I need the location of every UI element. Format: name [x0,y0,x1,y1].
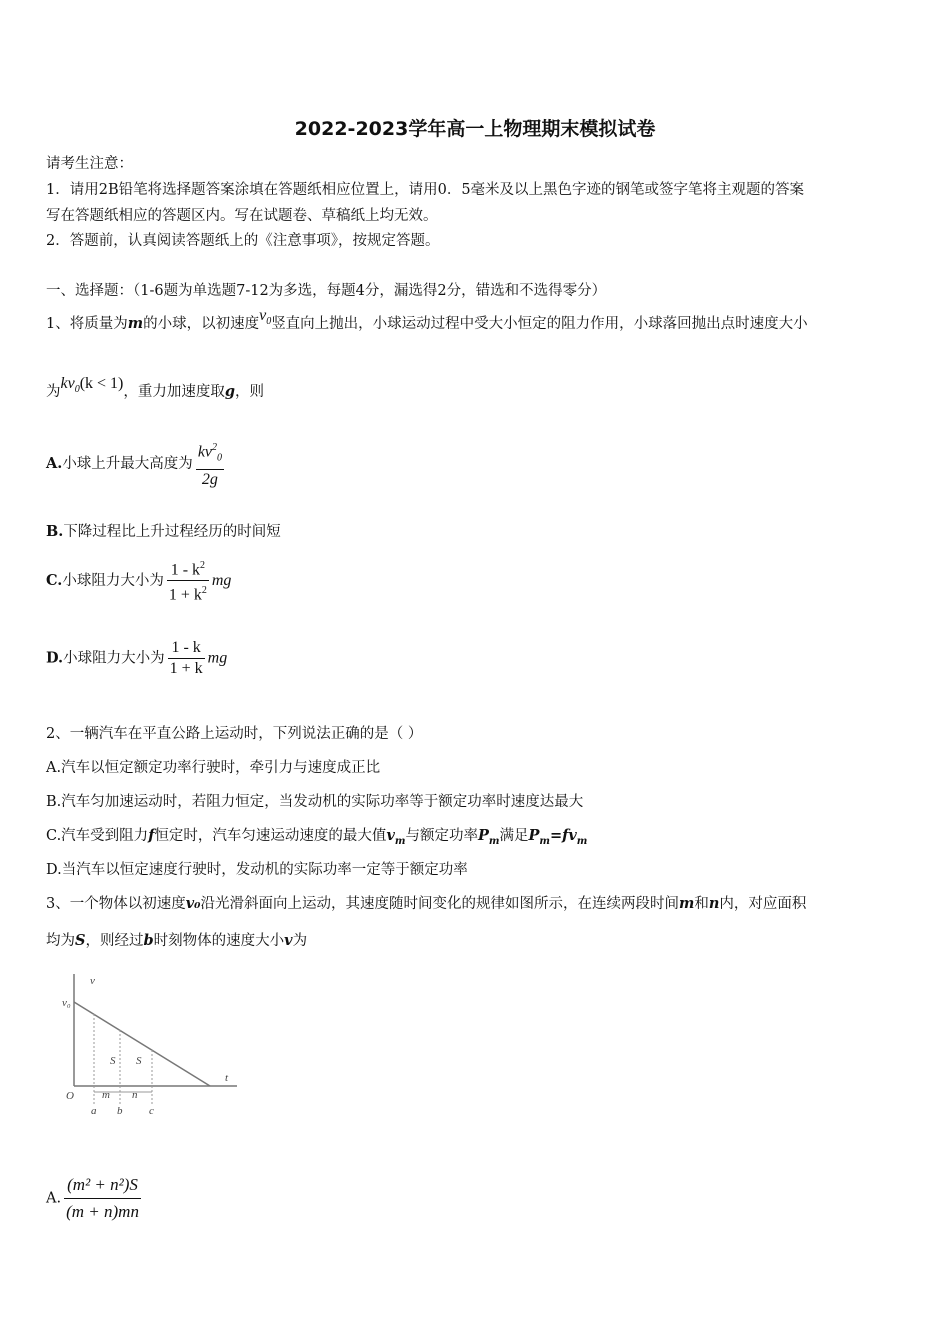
q3-stem-line2: 均为S，则经过b时刻物体的速度大小v为 [46,932,308,949]
q3-option-a[interactable]: A. $\frac{\text{(m² + n²)S}}{(m + n)mn}$ [46,1172,144,1225]
area2-label: S [136,1055,142,1067]
q1-option-c[interactable]: C.小球阻力大小为 $\frac{1 - k^2}{1 + k^2}$ mg [46,556,231,606]
q2-option-a[interactable]: A.汽车以恒定额定功率行驶时，牵引力与速度成正比 [46,760,381,776]
q2-stem: 2、一辆汽车在平直公路上运动时，下列说法正确的是（ ） [46,726,423,742]
area1-label: S [110,1055,116,1067]
q1-option-d[interactable]: D.小球阻力大小为 $\frac{1 - k}{1 + k}$ mg [46,639,228,677]
q1-stem-line1: 1、将质量为m的小球，以初速度$v_0$竖直向上抛出，小球运动过程中受大小恒定的阻力作用，小球落回抛出点时速度大小 [46,307,808,332]
velocity-time-graph [62,968,242,1118]
axis-t-label: t [225,1072,229,1084]
q3-stem-line1: 3、一个物体以初速度v₀沿光滑斜面向上运动，其速度随时间变化的规律如图所示，在连续两段时间m和n内，对应面积 [46,895,807,912]
q2-option-d[interactable]: D.当汽车以恒定速度行驶时，发动机的实际功率一定等于额定功率 [46,862,468,878]
notice-heading: 请考生注意： [46,156,133,172]
page-title: 2022-2023学年高一上物理期末模拟试卷 [294,118,656,140]
pt-a-label: a [91,1105,97,1117]
q1-option-a[interactable]: A.小球上升最大高度为 $\frac{kv^2_0}{2g}$ [46,438,227,490]
q2-option-c[interactable]: C.汽车受到阻力f恒定时，汽车匀速运动速度的最大值$v_m$与额定功率$P_m$满足$P_m=fv_m$ [46,827,588,847]
q1-stem-line2: 为$kv_0(k < 1)$，重力加速度取g，则 [46,375,265,400]
notice-item-1b: 写在答题纸相应的答题区内。写在试题卷、草稿纸上均无效。 [46,208,438,224]
seg-n-label: n [132,1089,138,1101]
seg-m-label: m [102,1089,110,1101]
axis-v-label: v [90,975,95,987]
pt-c-label: c [149,1105,154,1117]
origin-label: O [66,1090,74,1102]
section-heading: 一、选择题：（1-6题为单选题7-12为多选，每题4分，漏选得2分，错选和不选得零分） [46,283,607,299]
notice-item-2: 2．答题前，认真阅读答题纸上的《注意事项》，按规定答题。 [46,233,440,249]
q1-option-b[interactable]: B.下降过程比上升过程经历的时间短 [46,523,281,540]
pt-b-label: b [117,1105,123,1117]
notice-item-1a: 1．请用2B铅笔将选择题答案涂填在答题纸相应位置上，请用0．5毫米及以上黑色字迹的钢笔或签字笔将主观题的答案 [46,182,805,198]
v0-label: v₀ [62,997,71,1009]
q2-option-b[interactable]: B.汽车匀加速运动时，若阻力恒定，当发动机的实际功率等于额定功率时速度达最大 [46,794,584,810]
